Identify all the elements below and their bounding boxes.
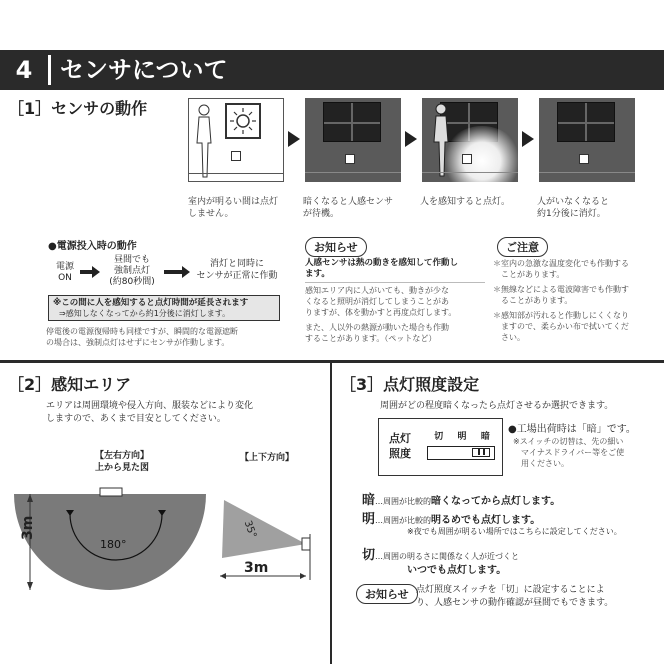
power-restore-note: 停電後の電源復帰時も同様ですが、瞬間的な電源遮断 の場合は、強制点灯はせずにセンサが作動します。 xyxy=(46,327,238,347)
caption-standby: 暗くなると人感センサ が待機。 xyxy=(303,197,394,219)
dist-ud-label: 3m xyxy=(244,560,269,576)
flow-step2-line1: 昼間でも xyxy=(113,255,150,265)
detection-area-heading: ［2］感知エリア xyxy=(8,375,132,394)
caution-item-3: ＊感知部が汚れると作動しにくくなり ますので、柔らかい布で拭いてくだ さい。 xyxy=(493,311,629,342)
switch-option-off: 切 xyxy=(434,432,444,442)
dist-lr-label: 3m xyxy=(20,515,36,540)
floor-line xyxy=(539,172,635,173)
angle-lr-label: 180° xyxy=(100,538,127,551)
arrow-right-icon xyxy=(164,264,190,283)
switch-slider[interactable] xyxy=(472,448,490,457)
caption-detected: 人を感知すると点灯。 xyxy=(420,197,511,207)
switch-option-dark: 暗 xyxy=(480,432,490,442)
lr-title-line2: 上から見た図 xyxy=(94,463,149,473)
option-dark-row xyxy=(362,489,560,508)
flow-step3-line1: 消灯と同時に xyxy=(209,259,264,269)
flow-step2-line3: (約80秒間) xyxy=(109,277,155,287)
flow-step2-line2: 強制点灯 xyxy=(113,266,150,276)
caution-label: ご注意 xyxy=(497,237,548,257)
power-on-heading: ●電源投入時の動作 xyxy=(48,241,137,252)
sensor-operation-heading: ［1］センサの動作 xyxy=(8,99,148,118)
factory-default-note: ●工場出荷時は「暗」です。 xyxy=(508,424,636,435)
section-number: 4 xyxy=(15,56,33,84)
notice-line1: ※この間に人を感知すると点灯時間が延長されます xyxy=(53,298,249,308)
switch-label-line2: 照度 xyxy=(389,447,411,460)
notice-line2: ⇒感知しなくなってから約1分後に消灯します。 xyxy=(59,309,231,318)
option-off-desc: いつでも点灯します。 xyxy=(407,565,507,576)
arrow-right-icon xyxy=(522,131,534,147)
section-divider-vertical xyxy=(330,363,332,664)
flow-step1-line2: ON xyxy=(58,273,72,283)
panel-dark-standby xyxy=(305,98,401,182)
floor-line xyxy=(189,173,283,174)
screwdriver-note: ※スイッチの切替は、先の細い マイナスドライバー等をご使 用ください。 xyxy=(513,437,625,468)
option-dark-prefix: …周囲が比較的 xyxy=(375,497,432,506)
info-text-switch-off: 点灯照度スイッチを「切」に設定することによ り、人感センサの動作確認が昼間でもできます。 xyxy=(416,585,614,608)
detection-area-desc: エリアは周囲環境や侵入方向、服装などにより変化 しますので、あくまで目安としてください。 xyxy=(46,401,254,424)
caution-item-1: ＊室内の急激な温度変化でも作動する ことがあります。 xyxy=(493,259,629,279)
sensor-icon xyxy=(462,154,472,164)
info-label-2: お知らせ xyxy=(356,584,418,604)
switch-label-line1: 点灯 xyxy=(389,432,411,445)
info-bold-text: 人感センサは熱の動きを感知して作動し ます。 xyxy=(305,258,459,279)
flow-sensor-active xyxy=(190,258,284,282)
info-text-1: 感知エリア内に人がいても、動きが少な くなると照明が消灯してしまうことがあ りますが、体を動かすと再度点灯します。 xyxy=(305,286,457,317)
window-icon xyxy=(323,102,381,142)
flow-power-on xyxy=(52,262,78,284)
window-icon xyxy=(557,102,615,142)
sun-icon xyxy=(227,105,259,137)
angle-ud-label: 35° xyxy=(241,519,259,540)
info-label: お知らせ xyxy=(305,237,367,257)
sensor-light-icon xyxy=(231,151,241,161)
section-divider-horizontal xyxy=(0,360,664,363)
panel-light-off xyxy=(539,98,635,182)
lr-title xyxy=(72,450,172,474)
panel-person-detected xyxy=(422,98,518,182)
lighting-level-heading: ［3］点灯照度設定 xyxy=(340,375,480,394)
person-icon xyxy=(193,103,215,183)
option-off-key: 切 xyxy=(362,548,376,563)
option-bright-desc: 明るめでも点灯します。 xyxy=(431,515,541,526)
section-title: センサについて xyxy=(60,56,228,84)
sensor-icon xyxy=(345,154,355,164)
caption-off: 人がいなくなると 約1分後に消灯。 xyxy=(537,197,610,219)
info-text-2: また、人以外の熱源が動いた場合も作動 することがあります。（ペットなど） xyxy=(305,323,449,343)
option-bright-row xyxy=(362,508,540,527)
lr-title-line1: 【左右方向】 xyxy=(94,451,149,461)
flow-step1-line1: 電源 xyxy=(55,262,74,272)
arrow-right-icon xyxy=(405,131,417,147)
panel-bright-room xyxy=(188,98,284,182)
lighting-level-switch[interactable] xyxy=(427,446,495,460)
floor-line xyxy=(305,172,401,173)
option-bright-prefix: …周囲が比較的 xyxy=(375,516,432,525)
flow-step3-line2: センサが正常に作動 xyxy=(196,271,278,281)
extension-notice-box xyxy=(48,295,280,321)
switch-label xyxy=(389,431,411,461)
floor-line xyxy=(422,172,518,173)
title-separator xyxy=(48,55,51,85)
ud-title: 【上下方向】 xyxy=(240,453,295,463)
option-bright-key: 明 xyxy=(362,512,376,527)
option-bright-note: ※夜でも周囲が明るい場所ではこちらに設定してください。 xyxy=(407,527,622,536)
person-icon xyxy=(430,102,452,182)
sensor-icon xyxy=(579,154,589,164)
option-dark-desc: 暗くなってから点灯します。 xyxy=(431,496,561,507)
info-divider xyxy=(305,282,485,283)
caution-item-2: ＊無線などによる電波障害でも作動す ることがあります。 xyxy=(493,285,629,305)
lighting-switch-box xyxy=(378,418,503,476)
switch-option-bright: 明 xyxy=(457,432,467,442)
caption-bright: 室内が明るい間は点灯 しません。 xyxy=(188,197,279,219)
lighting-level-desc: 周囲がどの程度暗くなったら点灯させるか選択できます。 xyxy=(380,401,614,411)
option-off-prefix: …周囲の明るさに関係なく人が近づくと xyxy=(375,552,520,561)
switch-options xyxy=(427,429,497,442)
flow-forced-on xyxy=(100,255,164,288)
option-dark-key: 暗 xyxy=(362,493,376,508)
arrow-right-icon xyxy=(288,131,300,147)
arrow-right-icon xyxy=(80,264,100,283)
